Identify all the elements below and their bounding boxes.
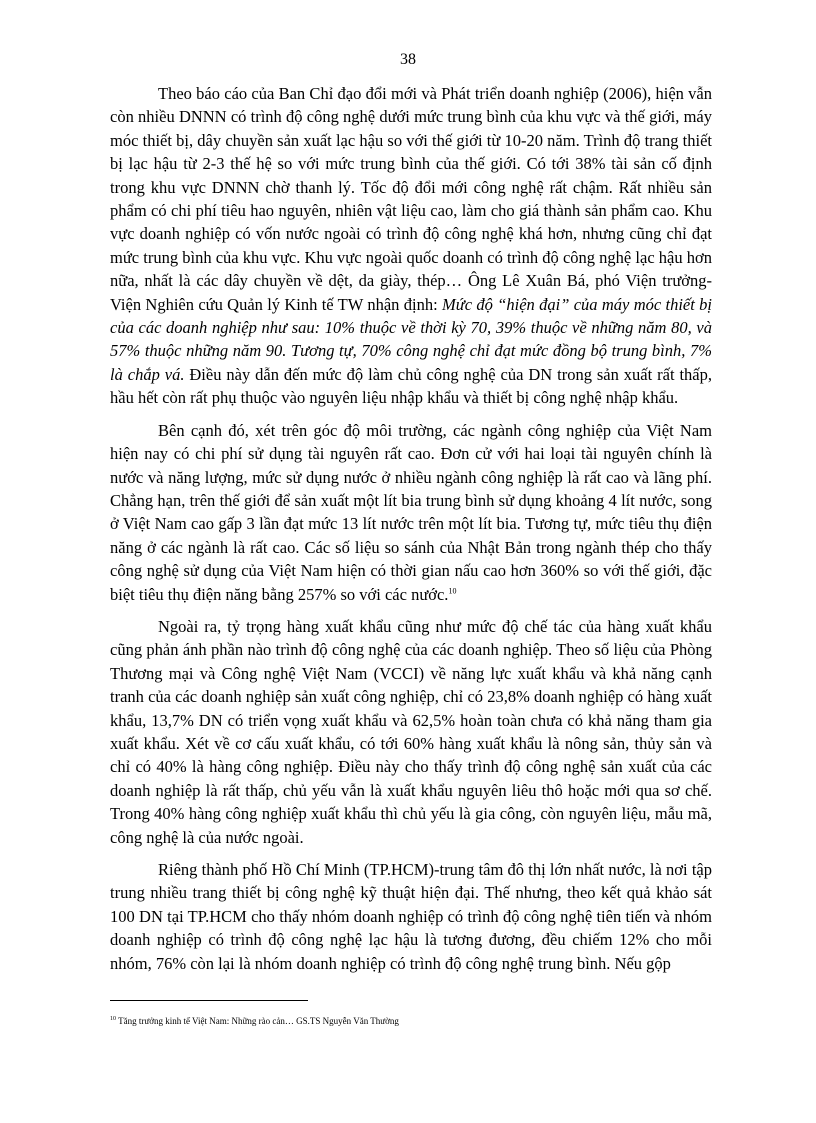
paragraph-3-text: Ngoài ra, tỷ trọng hàng xuất khẩu cũng như mức độ chế tác của hàng xuất khẩu cũng phản ánh phần nào trình độ công nghệ của các doanh nghiệp. Theo số liệu của Phòng Thương mại và Công nghệ Việt Nam (VCCI) về năng lực xuất khẩu và khả năng cạnh tranh của các doanh nghiệp sản xuất công nghiệp, chỉ có 23,8% doanh nghiệp có hàng xuất khẩu, 13,7% DN có triển vọng xuất khẩu và 62,5% hoàn toàn chưa có khả năng tham gia xuất khẩu. Xét về cơ cấu xuất khẩu, có tới 60% hàng xuất khẩu là nông sản, thủy sản và chỉ có 40% là hàng công nghiệp. Điều này cho thấy trình độ công nghệ sản xuất của các doanh nghiệp là rất thấp, chủ yếu vẫn là xuất khẩu nguyên liêu thô hoặc mới qua sơ chế. Trong 40% hàng công nghiệp xuất khẩu thì chủ yếu là gia công, còn nguyên liệu, mẫu mã, công nghệ là của nước ngoài. [110, 616, 712, 847]
paragraph-1-text: Theo báo cáo của Ban Chỉ đạo đổi mới và Phát triển doanh nghiệp (2006), hiện vẫn còn nhiều DNNN có trình độ công nghệ dưới mức trung bình của khu vực và thế giới, máy móc thiết bị, dây chuyền sản xuất lạc hậu so với thế giới từ 10-20 năm. Trình độ trang thiết bị lạc hậu từ 2-3 thế hệ so với mức trung bình của thế giới. Có tới 38% tài sản cố định trong khu vực DNNN chờ thanh lý. Tốc độ đổi mới công nghệ rất chậm. Rất nhiều sản phẩm có chi phí tiêu hao nguyên, nhiên vật liệu cao, làm cho giá thành sản phẩm cao. Khu vực doanh nghiệp có vốn nước ngoài có trình độ công nghệ khá hơn, nhưng cũng chỉ đạt mức trung bình của khu vực. Khu vực ngoài quốc doanh có trình độ công nghệ lạc hậu hơn nữa, nhất là các dây chuyền về dệt, da giày, thép… Ông Lê Xuân Bá, phó Viện trưởng-Viện Nghiên cứu Quản lý Kinh tế TW nhận định: [110, 84, 712, 314]
footnote-reference: 10 [448, 586, 457, 596]
paragraph-4 [110, 858, 712, 975]
footnote-text: Tăng trưởng kinh tế Việt Nam: Những rào cản… GS.TS Nguyễn Văn Thường [116, 1016, 399, 1026]
document-body [110, 82, 712, 984]
paragraph-1-text-end: Điều này dẫn đến mức độ làm chủ công nghệ của DN trong sản xuất rất thấp, hầu hết còn rất phụ thuộc vào nguyên liệu nhập khẩu và thiết bị công nghệ nhập khẩu. [110, 364, 712, 408]
paragraph-1 [110, 82, 712, 410]
page-number: 38 [400, 51, 416, 68]
paragraph-2-text: Bên cạnh đó, xét trên góc độ môi trường, các ngành công nghiệp của Việt Nam hiện nay có chi phí sử dụng tài nguyên rất cao. Đơn cử với hai loại tài nguyên chính là nước và năng lượng, mức sử dụng nước ở nhiều ngành công nghiệp là rất cao và lãng phí. Chẳng hạn, trên thế giới để sản xuất một lít bia trung bình sử dụng khoảng 4 lít nước, song ở Việt Nam cao gấp 3 lần đạt mức 13 lít nước trên một lít bia. Tương tự, mức tiêu thụ điện năng ở các ngành là rất cao. Các số liệu so sánh của Nhật Bản trong ngành thép cho thấy công nghệ sử dụng của Việt Nam hiện có thời gian nấu cao hơn 360% so với thế giới, đặc biệt tiêu thụ điện năng bằng 257% so với các nước. [110, 420, 712, 604]
paragraph-4-text: Riêng thành phố Hồ Chí Minh (TP.HCM)-trung tâm đô thị lớn nhất nước, là nơi tập trung nhiều trang thiết bị công nghệ kỹ thuật hiện đại. Thế nhưng, theo kết quả khảo sát 100 DN tại TP.HCM cho thấy nhóm doanh nghiệp có trình độ công nghệ tiên tiến và nhóm doanh nghiệp có trình độ công nghệ lạc hậu là tương đương, đều chiếm 12% cho mỗi nhóm, 76% còn lại là nhóm doanh nghiệp có trình độ công nghệ trung bình. Nếu gộp [110, 860, 712, 973]
paragraph-3 [110, 615, 712, 849]
footnote-divider [110, 1000, 308, 1001]
footnote [110, 1015, 712, 1027]
footnote-number: 10 [110, 1016, 116, 1022]
paragraph-2 [110, 419, 712, 606]
paragraph-1-quote: Mức độ “hiện đại” của máy móc thiết bị của các doanh nghiệp như sau: 10% thuộc về thời kỳ 70, 39% thuộc về những năm 80, và 57% thuộc những năm 90. Tương tự, 70% công nghệ chỉ đạt mức đồng bộ trung bình, 7% là chắp vá. [110, 294, 713, 384]
